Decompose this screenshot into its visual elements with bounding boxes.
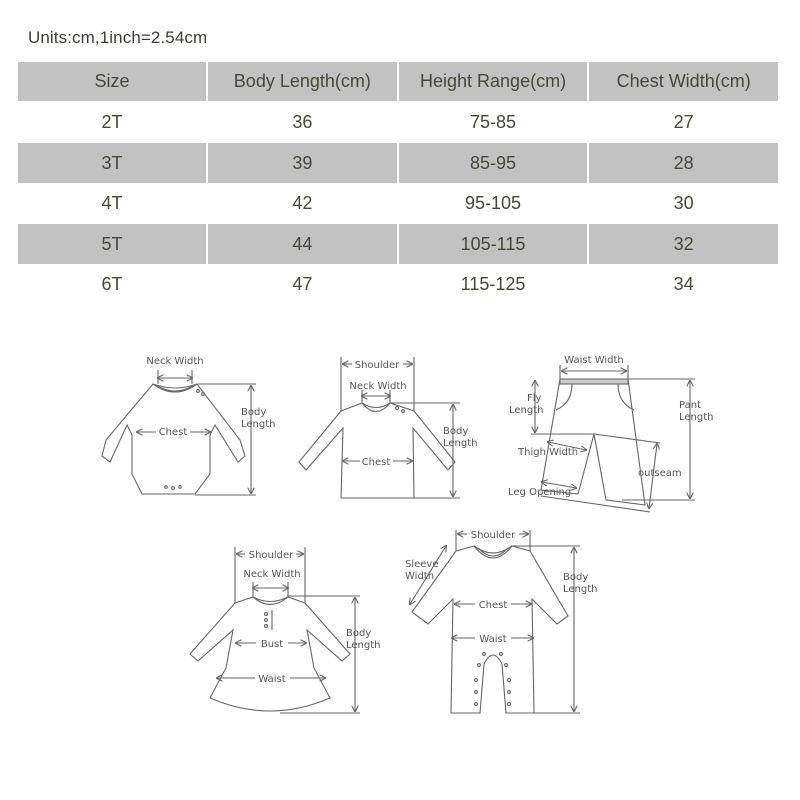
dress-shoulder-label: Shoulder bbox=[248, 550, 294, 561]
table-row bbox=[18, 142, 778, 183]
cell-size: 6T bbox=[101, 273, 123, 294]
cell-height-range: 105-115 bbox=[399, 223, 588, 264]
romper-diagram bbox=[410, 530, 580, 713]
pants-fly-length-label-2: Length bbox=[509, 405, 544, 416]
header-size: Size bbox=[18, 62, 206, 102]
cell-chest-width: 27 bbox=[673, 111, 694, 132]
pants-fly-length-label: Fly bbox=[527, 393, 542, 404]
cell-size: 4T bbox=[101, 192, 123, 213]
pants-waist-width-label: Waist Width bbox=[564, 355, 624, 366]
cell-height-range: 85-95 bbox=[399, 142, 588, 183]
dress-neck-width-label: Neck Width bbox=[243, 569, 301, 580]
dress-waist-label: Waist bbox=[258, 674, 286, 685]
pants-pant-length-label: Pant bbox=[679, 400, 701, 411]
tshirt-body-length-label-2: Length bbox=[443, 438, 478, 449]
cell-chest-width: 30 bbox=[673, 192, 694, 213]
tshirt-shoulder-label: Shoulder bbox=[354, 360, 400, 371]
pants-pant-length-label-2: Length bbox=[679, 412, 714, 423]
dress-body-length-label-2: Length bbox=[346, 640, 381, 651]
header-height-range: Height Range(cm) bbox=[399, 62, 588, 102]
table-header-row bbox=[18, 62, 778, 102]
bodysuit-body-length-label-2: Length bbox=[241, 419, 276, 430]
cell-body-length: 36 bbox=[292, 111, 313, 132]
tshirt-body-length-label: Body bbox=[443, 426, 469, 437]
tshirt-diagram bbox=[299, 357, 460, 498]
cell-chest-width: 32 bbox=[589, 223, 778, 264]
cell-size: 3T bbox=[18, 142, 206, 183]
bodysuit-neck-width-label: Neck Width bbox=[146, 356, 204, 367]
cell-height-range: 115-125 bbox=[460, 273, 526, 294]
pants-thigh-width-label: Thigh Width bbox=[518, 447, 579, 458]
cell-body-length: 42 bbox=[292, 192, 313, 213]
header-body-length: Body Length(cm) bbox=[208, 62, 397, 102]
cell-size: 5T bbox=[18, 223, 206, 264]
cell-body-length: 44 bbox=[208, 223, 397, 264]
dress-body-length-label: Body bbox=[346, 628, 372, 639]
table-row bbox=[18, 264, 778, 304]
pants-outseam-label: outseam bbox=[638, 468, 682, 479]
dress-bust-label: Bust bbox=[260, 639, 284, 650]
cell-chest-width: 28 bbox=[589, 142, 778, 183]
pants-leg-opening-label: Leg Opening bbox=[508, 487, 572, 498]
romper-body-length-label-2: Length bbox=[563, 584, 598, 595]
measurement-diagrams bbox=[0, 330, 800, 800]
bodysuit-chest-label: Chest bbox=[158, 427, 188, 438]
header-chest-width: Chest Width(cm) bbox=[589, 62, 778, 102]
romper-shoulder-label: Shoulder bbox=[470, 530, 516, 541]
table-row bbox=[18, 102, 778, 142]
bodysuit-body-length-label: Body bbox=[241, 407, 267, 418]
cell-chest-width: 34 bbox=[673, 273, 694, 294]
romper-chest-label: Chest bbox=[478, 600, 508, 611]
cell-body-length: 39 bbox=[208, 142, 397, 183]
cell-height-range: 75-85 bbox=[470, 111, 517, 132]
cell-size: 2T bbox=[101, 111, 123, 132]
romper-sleeve-width-label: Sleeve bbox=[405, 559, 439, 570]
tshirt-neck-width-label: Neck Width bbox=[349, 381, 407, 392]
table-row bbox=[18, 223, 778, 264]
size-chart-table bbox=[16, 62, 780, 304]
romper-body-length-label: Body bbox=[563, 572, 589, 583]
romper-sleeve-width-label-2: Width bbox=[405, 571, 435, 582]
romper-waist-label: Waist bbox=[479, 634, 507, 645]
units-note: Units:cm,1inch=2.54cm bbox=[28, 28, 208, 47]
table-row bbox=[18, 183, 778, 223]
cell-height-range: 95-105 bbox=[465, 192, 522, 213]
cell-body-length: 47 bbox=[292, 273, 313, 294]
tshirt-chest-label: Chest bbox=[361, 457, 391, 468]
